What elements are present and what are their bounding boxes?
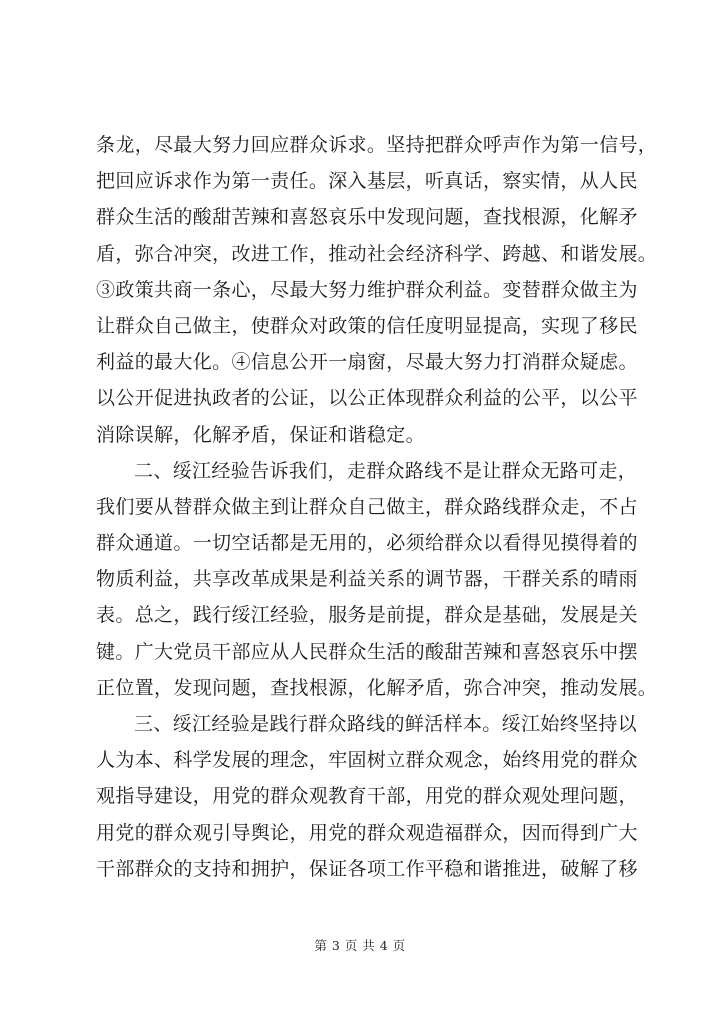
text-line: 消除误解，化解矛盾，保证和谐稳定。 — [96, 423, 425, 446]
text-line: 我们要从替群众做主到让群众自己做主，群众路线群众走，不占 — [96, 495, 638, 518]
text-line: 物质利益，共享改革成果是利益关系的调节器，干群关系的晴雨 — [96, 568, 638, 591]
text-line: 把回应诉求作为第一责任。深入基层，听真话，察实情，从人民 — [96, 170, 638, 193]
text-line: 群众生活的酸甜苦辣和喜怒哀乐中发现问题，查找根源，化解矛 — [96, 206, 638, 229]
paragraph-start-line: 二、绥江经验告诉我们，走群众路线不是让群众无路可走， — [134, 459, 638, 482]
document-body — [96, 127, 658, 887]
text-line: 人为本、科学发展的理念，牢固树立群众观念，始终用党的群众 — [96, 749, 638, 772]
text-line: 利益的最大化。④信息公开一扇窗，尽最大努力打消群众疑虑。 — [96, 351, 638, 374]
text-line: 用党的群众观引导舆论，用党的群众观造福群众，因而得到广大 — [96, 821, 638, 844]
text-line: 条龙，尽最大努力回应群众诉求。坚持把群众呼声作为第一信号， — [96, 134, 658, 156]
text-line: ③政策共商一条心，尽最大努力维护群众利益。变替群众做主为 — [96, 278, 638, 301]
paragraph-start-line: 三、绥江经验是践行群众路线的鲜活样本。绥江始终坚持以 — [134, 713, 638, 735]
text-line: 正位置，发现问题，查找根源，化解矛盾，弥合冲突，推动发展。 — [96, 676, 658, 699]
text-line: 让群众自己做主，使群众对政策的信任度明显提高，实现了移民 — [96, 314, 638, 337]
text-line: 表。总之，践行绥江经验，服务是前提，群众是基础，发展是关 — [96, 604, 638, 627]
text-line: 观指导建设，用党的群众观教育干部，用党的群众观处理问题， — [96, 785, 638, 808]
text-line: 群众通道。一切空话都是无用的，必须给群众以看得见摸得着的 — [96, 532, 638, 555]
page-number-footer: 第 3 页 共 4 页 — [314, 938, 406, 953]
text-line: 盾，弥合冲突，改进工作，推动社会经济科学、跨越、和谐发展。 — [96, 242, 658, 265]
text-line: 干部群众的支持和拥护，保证各项工作平稳和谐推进，破解了移 — [96, 857, 638, 880]
text-line: 键。广大党员干部应从人民群众生活的酸甜苦辣和喜怒哀乐中摆 — [96, 640, 638, 663]
text-line: 以公开促进执政者的公证，以公正体现群众利益的公平，以公平 — [96, 387, 638, 410]
